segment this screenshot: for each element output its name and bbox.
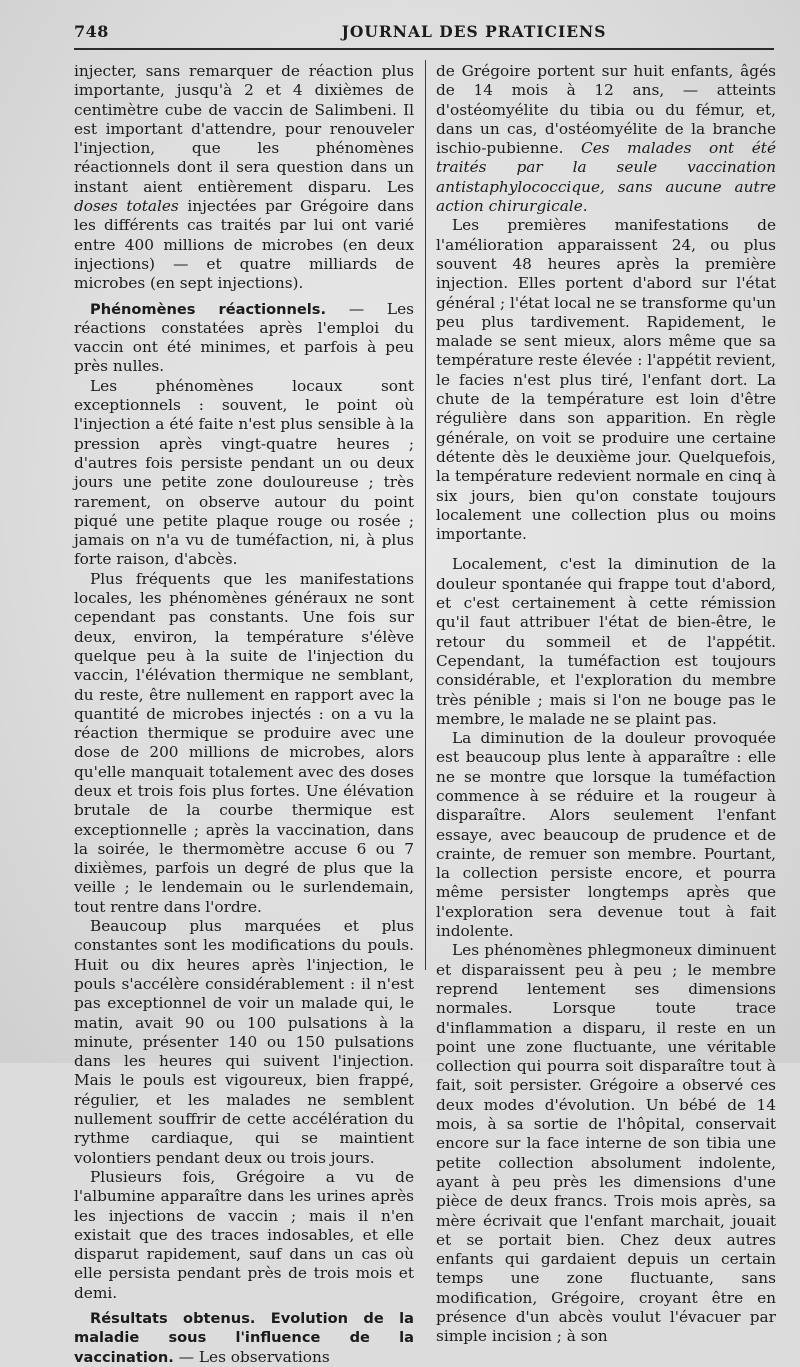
left-column <box>74 62 414 1367</box>
paragraph: Les phénomènes locaux sont exceptionnels : souvent, le point où l'injection a été faite n'est plus sensible à la pression après vingt-quatre heures ; d'autres fois persiste pendant un ou deux jours une petite zone douloureuse ; très rarement, on observe autour du point piqué une petite plaque rouge ou rosée ; jamais on n'a vu de tuméfaction, ni, à plus forte raison, d'abcès. <box>74 376 414 569</box>
paragraph: Les phénomènes phlegmoneux diminuent et disparaissent peu à peu ; le membre reprend lentement ses dimensions normales. Lorsque toute trace d'inflammation a disparu, il reste en un point une zone fluctuante, une véritable collection qui pourra soit disparaître tout à fait, soit persister. Grégoire a observé ces deux modes d'évolution. Un bébé de 14 mois, à sa sortie de l'hôpital, conservait encore sur la face interne de son tibia une petite collection absolument indolente, ayant à peu près les dimensions d'une pièce de deux francs. Trois mois après, sa mère écrivait que l'enfant marchait, jouait et se portait bien. Chez deux autres enfants qui gardaient depuis un certain temps une zone fluctuante, sans modification, Grégoire, croyant être en présence d'un abcès voulut l'évacuer par simple incision ; à son <box>436 941 776 1346</box>
paragraph: Plus fréquents que les manifestations locales, les phénomènes généraux ne sont cependant pas constants. Une fois sur deux, environ, la température s'élève quelque peu à la suite de l'injection du vaccin, l'élévation thermique ne semblant, du reste, être nullement en rapport avec la quantité de microbes injectés : on a vu la réaction thermique se produire avec une dose de 200 millions de microbes, alors qu'elle manquait totalement avec des doses deux et trois fois plus fortes. Une élévation brutale de la courbe thermique est exceptionnelle ; après la vaccination, dans la soirée, le thermomètre accuse 6 ou 7 dixièmes, parfois un degré de plus que la veille ; le lendemain ou le surlendemain, tout rentre dans l'ordre. <box>74 569 414 916</box>
page-number: 748 <box>74 22 109 41</box>
paragraph: Beaucoup plus marquées et plus constantes sont les modifications du pouls. Huit ou dix heures après l'injection, le pouls s'accélère considérablement : il n'est pas exceptionnel de voir un malade qui, le matin, avait 90 ou 100 pulsations à la minute, présenter 140 ou 150 pulsations dans les heures qui suivent l'injection. Mais le pouls est vigoureux, bien frappé, régulier, et les malades ne semblent nullement souffrir de cette accélération du rythme cardiaque, qui se maintient volontiers pendant deux ou trois jours. <box>74 917 414 1167</box>
paragraph: injecter, sans remarquer de réaction plus importante, jusqu'à 2 et 4 dixièmes de centimètre cube de vaccin de Salimbeni. Il est important d'attendre, pour renouveler l'injection, que les phénomènes réactionnels dont il sera question dans un instant aient entièrement disparu. Les doses totales injectées par Grégoire dans les différents cas traités par lui ont varié entre 400 millions de microbes (en deux injections) — et quatre milliards de microbes (en sept injections). <box>74 62 414 293</box>
paragraph: Les premières manifestations de l'amélioration apparaissent 24, ou plus souvent 48 heures après la première injection. Elles portent d'abord sur l'état général ; l'état local ne se transforme qu'un peu plus tardivement. Rapidement, le malade se sent mieux, alors même que sa température reste élevée : l'appétit revient, le facies n'est plus tiré, l'enfant dort. La chute de la température est loin d'être régulière dans son apparition. En règle générale, on voit se produire une certaine détente dès le deuxième jour. Quelquefois, la température redevient normale en cinq à six jours, bien qu'on constate toujours localement une collection plus ou moins importante. <box>436 216 776 544</box>
paragraph: La diminution de la douleur provoquée est beaucoup plus lente à apparaître : elle ne se montre que lorsque la tuméfaction commence à se réduire et la rougeur à disparaître. Alors seulement l'enfant essaye, avec beaucoup de prudence et de crainte, de remuer son membre. Pourtant, la collection persiste encore, et pourra même persister longtemps après que l'exploration sera devenue tout à fait indolente. <box>436 729 776 941</box>
header-rule <box>74 48 774 50</box>
journal-title: JOURNAL DES PRATICIENS <box>341 22 607 41</box>
section-heading-results: Résultats obtenus. Evolution de la maladie sous l'influence de la vaccination. — Les observations <box>74 1310 414 1366</box>
paragraph: Localement, c'est la diminution de la douleur spontanée qui frappe tout d'abord, et c'est certainement à cette rémission qu'il faut attribuer l'état de bien-être, le retour du sommeil et de l'appétit. Cependant, la tuméfaction est toujours considérable, et l'exploration du membre très pénible ; mais si l'on ne bouge pas le membre, le malade ne se plaint pas. <box>436 555 776 728</box>
section-heading-reactions: Phénomènes réactionnels. — Les réactions constatées après l'emploi du vaccin ont été minimes, et parfois à peu près nulles. <box>74 299 414 376</box>
paragraph: Plusieurs fois, Grégoire a vu de l'albumine apparaître dans les urines après les injections de vaccin ; mais il n'en existait que des traces indosables, et elle disparut rapidement, sauf dans un cas où elle persista pendant près de trois mois et demi. <box>74 1167 414 1302</box>
paragraph: de Grégoire portent sur huit enfants, âgés de 14 mois à 12 ans, — atteints d'ostéomyélite du tibia ou du fémur, et, dans un cas, d'ostéomyélite de la branche ischio-pubienne. Ces malades ont été traités par la seule vaccination antistaphylococcique, sans aucune autre action chirurgicale. <box>436 62 776 216</box>
right-column <box>436 62 776 1347</box>
section-title: Phénomènes réactionnels. <box>90 300 327 318</box>
page-header <box>74 22 770 46</box>
column-divider <box>425 60 426 970</box>
section-title: Résultats obtenus. Evolution de la maladie sous l'influence de la vaccination. <box>74 1310 414 1366</box>
